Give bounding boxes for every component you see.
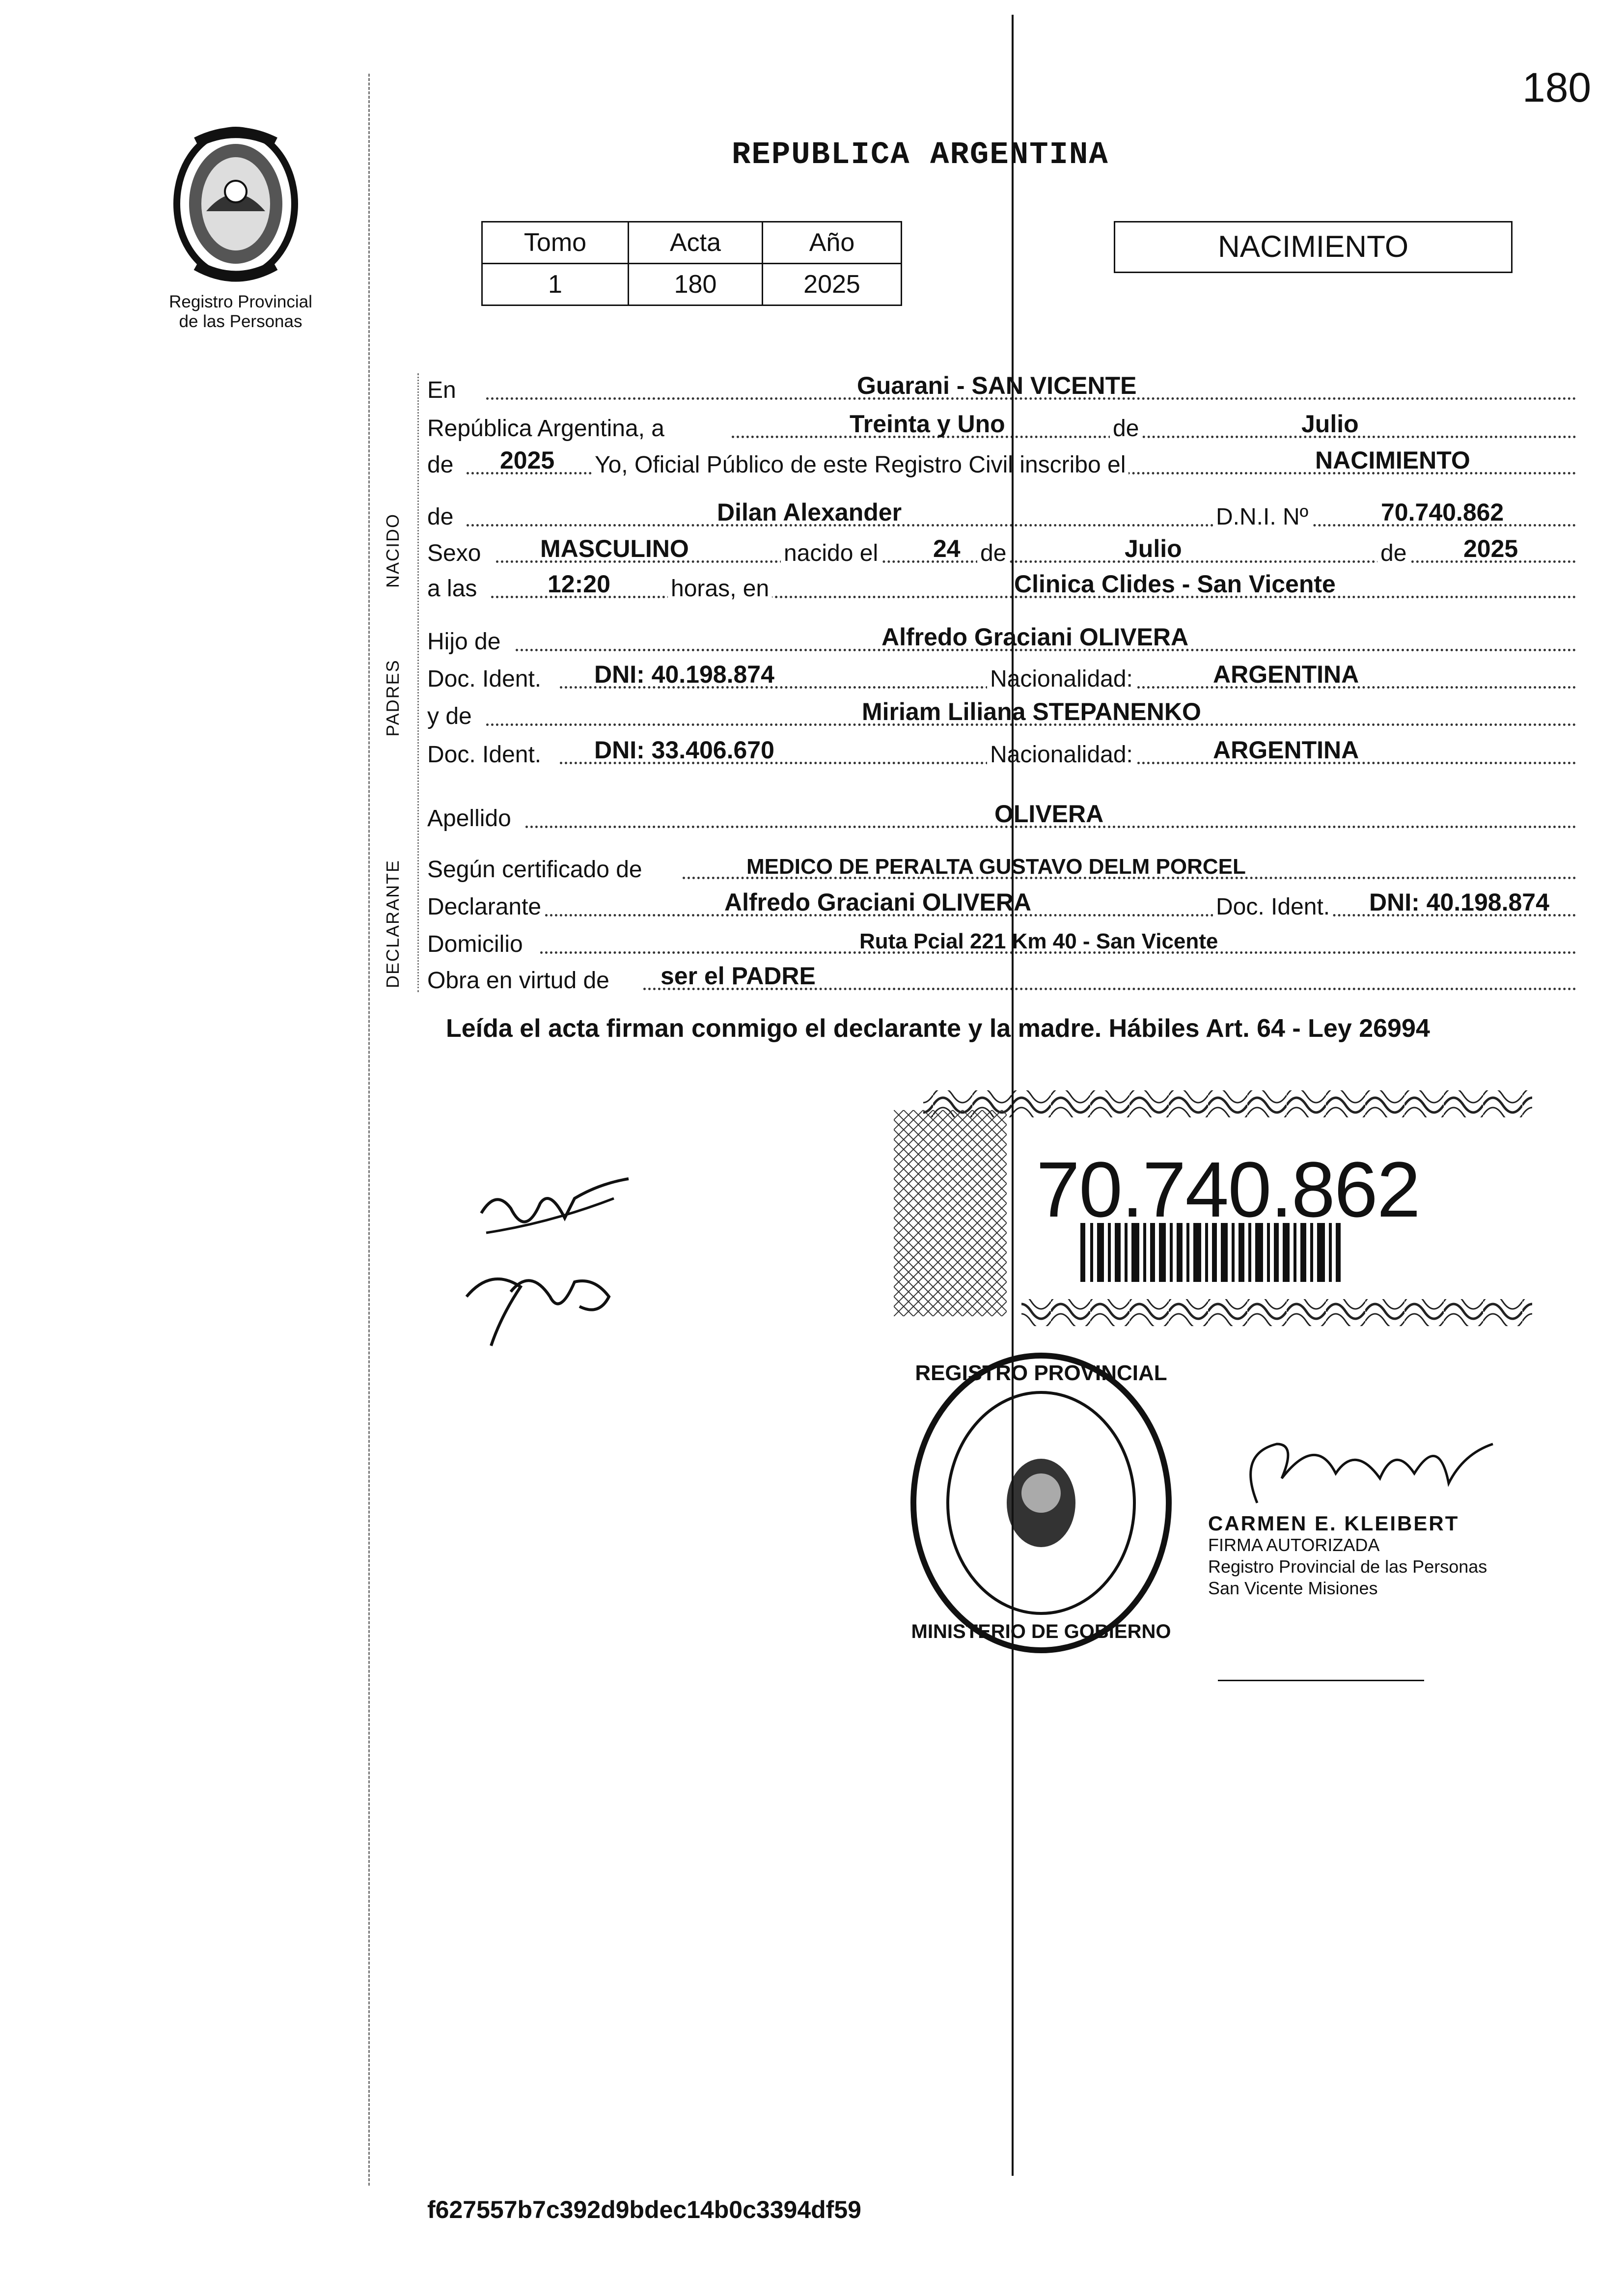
acto-value: NACIMIENTO bbox=[1315, 446, 1470, 474]
tomo-header: Tomo bbox=[482, 222, 629, 264]
dni-nacido-value: 70.740.862 bbox=[1381, 499, 1504, 526]
section-rule bbox=[417, 373, 419, 992]
officer-name: CARMEN E. KLEIBERT bbox=[1208, 1512, 1459, 1535]
signature-line bbox=[1218, 1680, 1424, 1681]
row-apellido: Apellido OLIVERA bbox=[427, 802, 1576, 832]
row-padre: Hijo de Alfredo Graciani OLIVERA bbox=[427, 625, 1576, 655]
officer-line4: San Vicente Misiones bbox=[1208, 1578, 1378, 1598]
logo-caption: Registro Provincial de las Personas bbox=[169, 292, 312, 331]
lugar-nacimiento-value: Clinica Clides - San Vicente bbox=[1014, 570, 1336, 598]
dia-nacimiento-value: 24 bbox=[933, 535, 961, 562]
officer-line3: Registro Provincial de las Personas bbox=[1208, 1556, 1487, 1577]
section-label-padres: PADRES bbox=[383, 659, 403, 737]
row-domicilio: Domicilio Ruta Pcial 221 Km 40 - San Vicente bbox=[427, 927, 1576, 958]
anio-header: Año bbox=[763, 222, 902, 264]
document-type-box: NACIMIENTO bbox=[1114, 221, 1513, 273]
row-madre-doc: Doc. Ident. DNI: 33.406.670 Nacionalidad: ARGENTINA bbox=[427, 738, 1576, 768]
tomo-value: 1 bbox=[482, 264, 629, 305]
hora-value: 12:20 bbox=[548, 570, 610, 598]
apellido-value: OLIVERA bbox=[994, 800, 1104, 828]
document-title: REPUBLICA ARGENTINA bbox=[732, 138, 1109, 173]
row-certificado: Según certificado de MEDICO DE PERALTA GUSTAVO DELM PORCEL bbox=[427, 853, 1576, 883]
acta-value: 180 bbox=[629, 264, 763, 305]
nombre-nacido-value: Dilan Alexander bbox=[717, 499, 902, 526]
row-republica: República Argentina, a Treinta y Uno de Julio bbox=[427, 412, 1576, 442]
section-label-declarante: DECLARANTE bbox=[383, 859, 403, 989]
officer-block bbox=[1208, 1513, 1513, 1599]
barcode-number: 70.740.862 bbox=[1036, 1145, 1420, 1233]
svg-text:REGISTRO PROVINCIAL: REGISTRO PROVINCIAL bbox=[915, 1361, 1167, 1385]
declarante-dni-value: DNI: 40.198.874 bbox=[1369, 888, 1549, 916]
registro-provincial-stamp-icon bbox=[904, 1346, 1179, 1660]
padre-dni-value: DNI: 40.198.874 bbox=[594, 661, 774, 688]
row-nacido: de Dilan Alexander D.N.I. Nº 70.740.862 bbox=[427, 500, 1576, 530]
padre-nacionalidad-value: ARGENTINA bbox=[1213, 661, 1359, 688]
row-hora: a las 12:20 horas, en Clinica Clides - San Vicente bbox=[427, 572, 1576, 602]
document-hash: f627557b7c392d9bdec14b0c3394df59 bbox=[427, 2196, 861, 2223]
madre-value: Miriam Liliana STEPANENKO bbox=[862, 698, 1201, 725]
declarante-value: Alfredo Graciani OLIVERA bbox=[724, 888, 1032, 916]
reference-table bbox=[481, 221, 902, 306]
madre-dni-value: DNI: 33.406.670 bbox=[594, 736, 774, 764]
row-declarante: Declarante Alfredo Graciani OLIVERA Doc. Ident. DNI: 40.198.874 bbox=[427, 890, 1576, 920]
row-obra: Obra en virtud de ser el PADRE bbox=[427, 964, 1576, 994]
page-number: 180 bbox=[1522, 64, 1592, 111]
signature-officer bbox=[1218, 1424, 1522, 1523]
row-sexo: Sexo MASCULINO nacido el 24 de Julio de 2025 bbox=[427, 536, 1576, 567]
dia-value: Treinta y Uno bbox=[850, 410, 1005, 438]
padre-value: Alfredo Graciani OLIVERA bbox=[881, 623, 1189, 651]
row-anio: de 2025 Yo, Oficial Público de este Registro Civil inscribo el NACIMIENTO bbox=[427, 448, 1576, 478]
certificado-value: MEDICO DE PERALTA GUSTAVO DELM PORCEL bbox=[746, 855, 1246, 879]
lugar-value: Guarani - SAN VICENTE bbox=[857, 372, 1137, 399]
signature-declarante bbox=[452, 1169, 668, 1375]
obra-value: ser el PADRE bbox=[661, 962, 816, 990]
svg-text:MINISTERIO DE GOBIERNO: MINISTERIO DE GOBIERNO bbox=[911, 1621, 1171, 1642]
provincia-de-misiones-seal-icon bbox=[147, 118, 324, 295]
closing-text: Leída el acta firman conmigo el declarante y la madre. Hábiles Art. 64 - Ley 26994 bbox=[446, 1014, 1430, 1043]
mes-value: Julio bbox=[1301, 410, 1359, 438]
acta-header: Acta bbox=[629, 222, 763, 264]
row-en: En Guarani - SAN VICENTE bbox=[427, 373, 1576, 404]
center-fold-line bbox=[1012, 15, 1014, 2176]
sexo-value: MASCULINO bbox=[540, 535, 689, 562]
mes-nacimiento-value: Julio bbox=[1125, 535, 1182, 562]
row-madre: y de Miriam Liliana STEPANENKO bbox=[427, 699, 1576, 730]
row-padre-doc: Doc. Ident. DNI: 40.198.874 Nacionalidad: ARGENTINA bbox=[427, 662, 1576, 693]
anio-nacimiento-value: 2025 bbox=[1463, 535, 1518, 562]
officer-role: FIRMA AUTORIZADA bbox=[1208, 1535, 1380, 1555]
anio-value: 2025 bbox=[763, 264, 902, 305]
anio-inscripcion-value: 2025 bbox=[500, 446, 555, 474]
section-label-nacido: NACIDO bbox=[383, 513, 403, 588]
domicilio-value: Ruta Pcial 221 Km 40 - San Vicente bbox=[859, 929, 1218, 953]
margin-rule bbox=[368, 74, 370, 2186]
madre-nacionalidad-value: ARGENTINA bbox=[1213, 736, 1359, 764]
